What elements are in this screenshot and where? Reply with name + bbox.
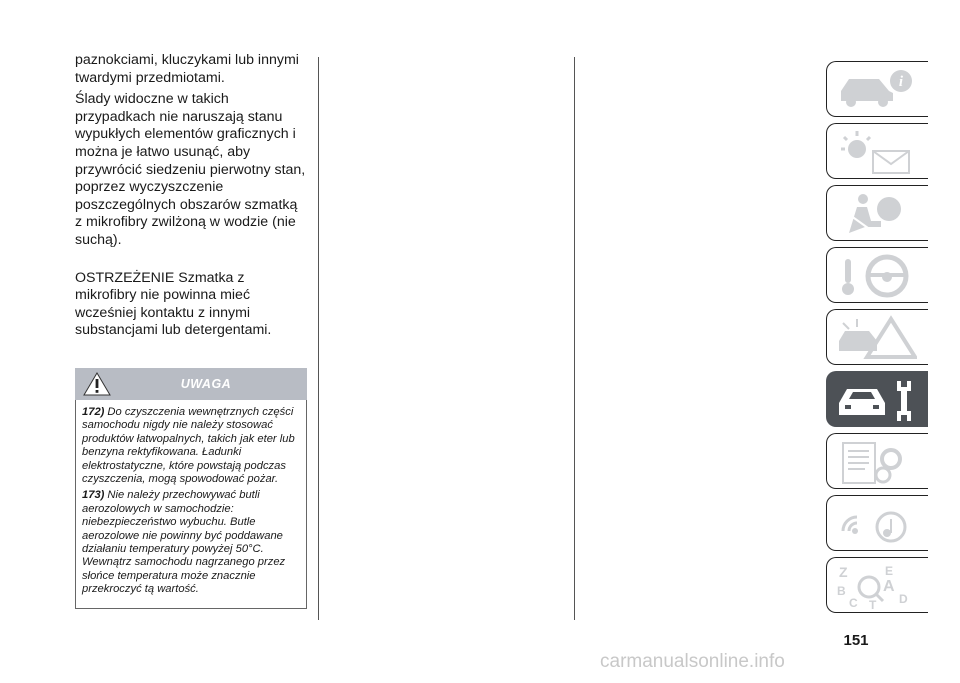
note-172 bbox=[82, 406, 300, 486]
tab-maintenance[interactable] bbox=[826, 371, 928, 427]
multimedia-icon bbox=[835, 501, 917, 547]
car-wrench-icon bbox=[835, 377, 917, 423]
svg-text:T: T bbox=[869, 598, 877, 609]
column-divider-left bbox=[318, 57, 319, 620]
warning-header bbox=[75, 368, 307, 400]
warning-lights-icon bbox=[835, 129, 917, 175]
note-173 bbox=[82, 489, 300, 596]
tab-emergency[interactable] bbox=[826, 309, 928, 365]
tab-lights-messages[interactable] bbox=[826, 123, 928, 179]
watermark: carmanualsonline.info bbox=[600, 651, 785, 672]
page-number: 151 bbox=[843, 632, 869, 649]
note-number: 173) bbox=[82, 489, 105, 502]
warning-paragraph: OSTRZEŻENIE Szmatka z mikrofibry nie powinna mieć wcześniej kontaktu z innymi substancjami lub detergentami. bbox=[75, 269, 272, 339]
tab-index[interactable] bbox=[826, 557, 928, 613]
paragraph-1: paznokciami, kluczykami lub innymi twardymi przedmiotami. bbox=[75, 52, 299, 86]
tab-starting-driving[interactable] bbox=[826, 247, 928, 303]
emergency-triangle-icon bbox=[835, 315, 917, 361]
column-divider-right bbox=[574, 57, 575, 620]
tab-car-info[interactable] bbox=[826, 61, 928, 117]
svg-text:Z: Z bbox=[839, 564, 848, 580]
seat-airbag-icon bbox=[835, 191, 917, 237]
svg-text:B: B bbox=[837, 584, 846, 598]
document-gears-icon bbox=[835, 439, 917, 485]
note-text: Nie należy przechowywać butli aerozolowych w samochodzie: niebezpieczeństwo wybuchu. Butle aerozolowe nie powinny być poddawane działaniu temperatury powyżej 50°C. Wewnątrz samochodu nagrzanego przez słońce temperatura może znacznie przekroczyć tą wartość. bbox=[82, 489, 286, 596]
steering-wheel-icon bbox=[835, 253, 917, 299]
left-column bbox=[75, 52, 307, 609]
warning-title: UWAGA bbox=[180, 376, 232, 391]
note-text: Do czyszczenia wewnętrznych części samochodu nigdy nie należy stosować produktów łatwopalnych, takich jak eter lub benzyna rektyfikowana. Ładunki elektrostatyczne, które powstają podczas czyszczenia, mogą spowodować pożar. bbox=[82, 405, 295, 485]
tab-safety[interactable] bbox=[826, 185, 928, 241]
alphabet-index-icon bbox=[835, 563, 917, 609]
svg-text:A: A bbox=[883, 578, 895, 595]
warning-box bbox=[75, 400, 307, 609]
paragraph-2: Ślady widoczne w takich przypadkach nie naruszają stanu wypukłych elementów graficznych i można je łatwo usunąć, aby przywrócić siedzeniu pierwotny stan, poprzez wyczyszczenie poszczególnych obszarów szmatką z mikrofibry zwilżoną w wodzie (nie suchą). bbox=[75, 91, 306, 248]
car-info-icon bbox=[835, 67, 917, 113]
svg-text:E: E bbox=[885, 564, 894, 578]
svg-text:C: C bbox=[849, 596, 858, 609]
tab-technical-data[interactable] bbox=[826, 433, 928, 489]
note-number: 172) bbox=[82, 405, 105, 418]
tab-multimedia[interactable] bbox=[826, 495, 928, 551]
svg-text:i: i bbox=[898, 74, 904, 90]
svg-text:D: D bbox=[899, 592, 908, 606]
